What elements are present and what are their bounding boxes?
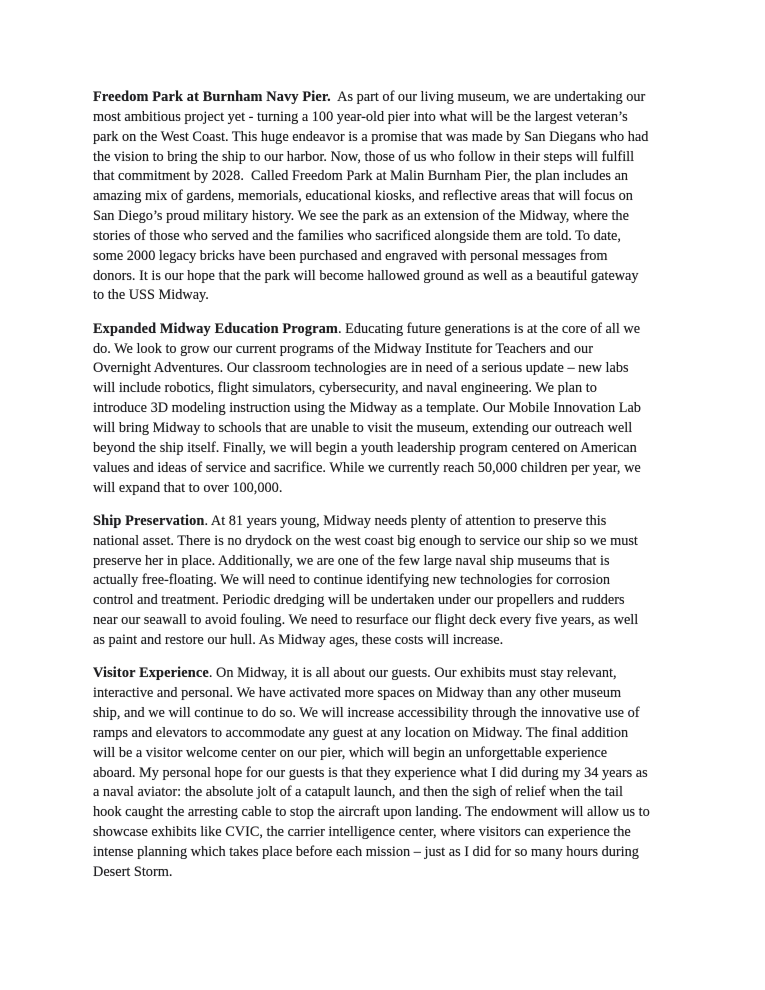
text-line: a naval aviator: the absolute jolt of a catapult launch, and then the sigh of relief when the tail	[93, 784, 623, 801]
text-line: beyond the ship itself. Finally, we will begin a youth leadership program centered on American	[93, 439, 637, 456]
text-line: showcase exhibits like CVIC, the carrier intelligence center, where visitors can experience the	[93, 824, 631, 841]
text-line	[93, 88, 695, 108]
text-line	[93, 664, 695, 684]
text-line: actually free-floating. We will need to continue identifying new technologies for corrosion	[93, 572, 611, 589]
text-line: ship, and we will continue to do so. We will increase accessibility through the innovative use of	[93, 704, 640, 721]
paragraph-visitor-experience	[93, 664, 695, 882]
text-line: intense planning which takes place before each mission – just as I did for so many hours during	[93, 843, 639, 860]
text-line: will expand that to over 100,000.	[93, 479, 283, 496]
text-line: national asset. There is no drydock on the west coast big enough to service our ship so we must	[93, 532, 638, 549]
text-line: Overnight Adventures. Our classroom technologies are in need of a serious update – new labs	[93, 360, 629, 377]
paragraph-freedom-park	[93, 88, 695, 306]
text-line: will include robotics, flight simulators, cybersecurity, and naval engineering. We plan to	[93, 380, 597, 397]
paragraph-heading: Visitor Experience	[93, 665, 209, 682]
heading-line-rest: . On Midway, it is all about our guests. Our exhibits must stay relevant,	[208, 665, 617, 682]
text-line: amazing mix of gardens, memorials, educational kiosks, and reflective areas that will focus on	[93, 188, 633, 205]
text-line: values and ideas of service and sacrifice. While we currently reach 50,000 children per year, we	[93, 459, 641, 476]
paragraph-heading: Ship Preservation	[93, 512, 205, 529]
paragraph-ship-preservation	[93, 512, 695, 651]
text-line: will bring Midway to schools that are unable to visit the museum, extending our outreach well	[93, 420, 633, 436]
text-line: park on the West Coast. This huge endeavor is a promise that was made by San Diegans who had	[93, 128, 649, 145]
text-line: control and treatment. Periodic dredging will be undertaken under our propellers and rudders	[93, 592, 625, 609]
paragraph-education-program	[93, 320, 695, 499]
text-line: hook caught the arresting cable to stop the aircraft upon landing. The endowment will allow us to	[93, 804, 650, 821]
text-line: near our seawall to avoid fouling. We need to resurface our flight deck every five years, as well	[93, 612, 639, 629]
text-line: most ambitious project yet - turning a 100 year-old pier into what will be the largest veteran’s	[93, 108, 628, 125]
heading-line-rest: . At 81 years young, Midway needs plenty of attention to preserve this	[204, 512, 607, 529]
text-line: as paint and restore our hull. As Midway ages, these costs will increase.	[93, 631, 504, 648]
text-line: to the USS Midway.	[93, 287, 209, 304]
heading-line-rest: . Educating future generations is at the core of all we	[337, 320, 641, 337]
text-line: introduce 3D modeling instruction using the Midway as a template. Our Mobile Innovation Lab	[93, 400, 641, 417]
text-line: Desert Storm.	[93, 863, 173, 880]
text-line: ramps and elevators to accommodate any guest at any location on Midway. The final addition	[93, 724, 629, 741]
text-line: donors. It is our hope that the park will become hallowed ground as well as a beautiful gateway	[93, 267, 639, 284]
text-line: the vision to bring the ship to our harbor. Now, those of us who follow in their steps will fulfill	[93, 148, 635, 165]
paragraph-heading: Freedom Park at Burnham Navy Pier.	[93, 89, 331, 105]
text-line: do. We look to grow our current programs of the Midway Institute for Teachers and our	[93, 340, 593, 357]
text-line: San Diego’s proud military history. We see the park as an extension of the Midway, where the	[93, 208, 629, 225]
text-line: preserve her in place. Additionally, we are one of the few large naval ship museums that is	[93, 552, 610, 569]
text-line: aboard. My personal hope for our guests is that they experience what I did during my 34 years as	[93, 764, 648, 781]
heading-line-rest: As part of our living museum, we are undertaking our	[330, 89, 646, 105]
text-line: will be a visitor welcome center on our pier, which will begin an unforgettable experience	[93, 744, 608, 761]
text-line	[93, 320, 695, 340]
text-line: interactive and personal. We have activated more spaces on Midway than any other museum	[93, 685, 622, 702]
text-line: stories of those who served and the families who sacrificed alongside them are told. To date,	[93, 227, 621, 244]
paragraph-heading: Expanded Midway Education Program	[93, 320, 338, 337]
text-line: that commitment by 2028. Called Freedom Park at Malin Burnham Pier, the plan includes an	[93, 168, 629, 185]
text-line	[93, 512, 695, 532]
text-line: some 2000 legacy bricks have been purchased and engraved with personal messages from	[93, 247, 608, 264]
